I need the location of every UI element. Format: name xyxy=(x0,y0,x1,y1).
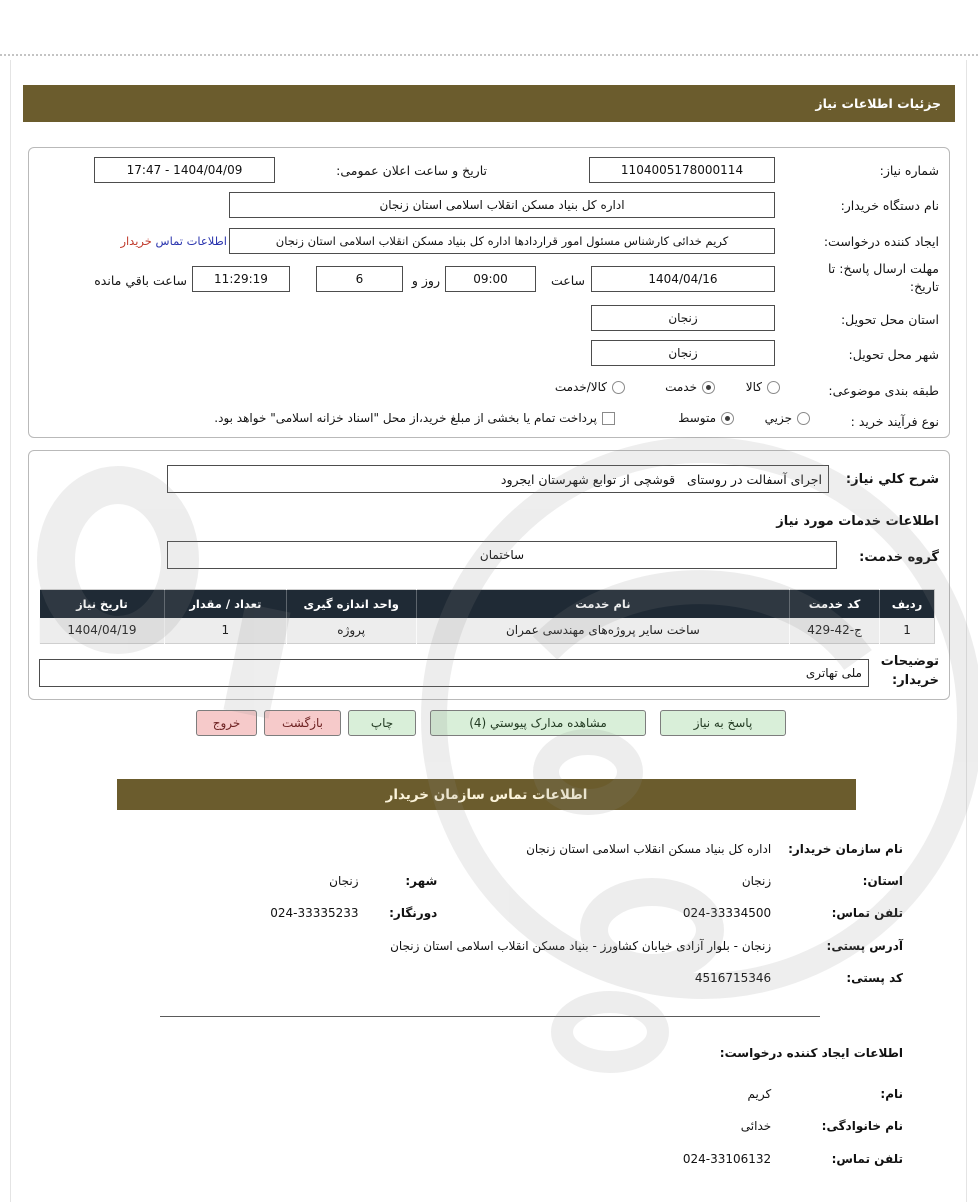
treasury-checkbox-option[interactable] xyxy=(214,411,615,425)
col-quantity: تعداد / مقدار xyxy=(164,590,286,618)
creator-field[interactable]: کریم خدائی کارشناس مسئول امور قراردادها اداره کل بنیاد مسکن انقلاب اسلامی استان زنجان xyxy=(229,228,775,254)
cell-quantity: 1 xyxy=(164,618,286,644)
radio-label: متوسط xyxy=(678,411,716,425)
province-label: استان: xyxy=(862,874,903,888)
category-option-goods[interactable] xyxy=(746,380,780,394)
buyer-notes-label: توضیحات خریدار: xyxy=(880,654,939,688)
announcement-label: تاریخ و ساعت اعلان عمومی: xyxy=(336,163,487,178)
radio-label: خدمت xyxy=(665,380,697,394)
need-number-field[interactable]: 1104005178000114 xyxy=(589,157,775,183)
back-button[interactable]: بازگشت xyxy=(264,710,341,736)
phone-label: تلفن تماس: xyxy=(831,906,903,920)
cell-unit: پروژه xyxy=(286,618,416,644)
section-divider xyxy=(160,1016,820,1017)
address-value: زنجان - بلوار آزادی خیابان کشاورز - بنیاد مسکن انقلاب اسلامی استان زنجان xyxy=(390,939,772,953)
creator-phone-label: تلفن تماس: xyxy=(831,1152,903,1166)
need-description-panel xyxy=(28,450,950,700)
contact-header-bar xyxy=(117,779,856,810)
radio-selected-icon xyxy=(721,412,734,425)
delivery-city-field[interactable]: زنجان xyxy=(591,340,775,366)
fax-value: 024-33335233 xyxy=(270,906,359,920)
cell-service-code: ج-42-429 xyxy=(790,618,880,644)
contact-row-phones xyxy=(270,906,903,920)
print-button[interactable]: چاپ xyxy=(348,710,416,736)
address-label: آدرس پستی: xyxy=(826,939,903,953)
col-service-name: نام خدمت xyxy=(416,590,789,618)
buyer-notes-field[interactable]: ملی تهاتری xyxy=(39,659,869,687)
buyer-org-label: نام دستگاه خریدار: xyxy=(840,198,939,213)
postal-value: 4516715346 xyxy=(694,971,772,985)
col-need-date: تاریخ نیاز xyxy=(40,590,165,618)
table-header-row xyxy=(40,590,935,618)
days-and-label: روز و xyxy=(411,273,440,288)
services-table xyxy=(39,589,935,644)
col-unit: واحد اندازه گیری xyxy=(286,590,416,618)
details-header-title: جزئیات اطلاعات نیاز xyxy=(815,96,941,111)
radio-icon xyxy=(612,381,625,394)
radio-label: کالا/خدمت xyxy=(554,380,607,394)
top-divider xyxy=(0,54,978,56)
table-row xyxy=(40,618,935,644)
delivery-province-field[interactable]: زنجان xyxy=(591,305,775,331)
radio-label: جزيي xyxy=(764,411,792,425)
contact-row-org xyxy=(526,842,903,856)
radio-label: کالا xyxy=(745,380,762,394)
contact-header-title: اطلاعات تماس سازمان خریدار xyxy=(385,786,588,803)
postal-label: کد پستی: xyxy=(846,971,903,985)
contact-row-postal xyxy=(695,971,903,985)
checkbox-icon xyxy=(602,412,615,425)
need-description-field[interactable]: اجرای آسفالت در روستای قوشچی از توابع شهرستان ایجرود xyxy=(167,465,829,493)
treasury-note: پرداخت تمام یا بخشی از مبلغ خرید،از محل "اسناد خزانه اسلامی" خواهد بود. xyxy=(214,411,597,425)
process-option-minor[interactable] xyxy=(765,411,810,425)
creator-label: ایجاد کننده درخواست: xyxy=(823,234,939,249)
deadline-label: مهلت ارسال پاسخ: تا تاریخ: xyxy=(828,261,939,295)
lastname-label: نام خانوادگی: xyxy=(821,1119,903,1133)
cell-row-number: 1 xyxy=(880,618,935,644)
days-remaining-field[interactable]: 6 xyxy=(316,266,403,292)
category-label: طبقه بندی موضوعی: xyxy=(828,383,939,398)
org-label: نام سازمان خریدار: xyxy=(788,842,903,856)
creator-info-heading: اطلاعات ایجاد کننده درخواست: xyxy=(719,1046,903,1060)
buyer-org-field[interactable]: اداره کل بنیاد مسکن انقلاب اسلامی استان زنجان xyxy=(229,192,775,218)
province-value: زنجان xyxy=(741,874,772,888)
creator-phone-value: 024-33106132 xyxy=(682,1152,772,1166)
details-header-bar xyxy=(23,85,955,122)
category-option-goods-service[interactable] xyxy=(555,380,625,394)
service-group-field[interactable]: ساختمان xyxy=(167,541,837,569)
radio-icon xyxy=(797,412,810,425)
lastname-value: خدائی xyxy=(740,1119,772,1133)
city-label: شهر: xyxy=(405,874,438,888)
services-info-heading: اطلاعات خدمات مورد نیاز xyxy=(776,514,939,529)
view-attachments-button[interactable]: مشاهده مدارک پیوستي (4) xyxy=(430,710,646,736)
contact-row-address xyxy=(390,939,903,953)
col-row-number: ردیف xyxy=(880,590,935,618)
org-value: اداره کل بنیاد مسکن انقلاب اسلامی استان زنجان xyxy=(526,842,772,856)
fax-label: دورنگار: xyxy=(389,906,438,920)
contact-row-location xyxy=(329,874,903,888)
buyer-contact-link-text2: خریدار xyxy=(120,234,152,248)
category-option-service[interactable] xyxy=(665,380,715,394)
time-remaining-field[interactable]: 11:29:19 xyxy=(192,266,290,292)
buyer-contact-link[interactable] xyxy=(118,234,229,248)
cell-service-name: ساخت سایر پروژه‌های مهندسی عمران xyxy=(416,618,789,644)
city-value: زنجان xyxy=(329,874,359,888)
creator-row-phone xyxy=(683,1152,903,1166)
process-type-label: نوع فرآیند خرید : xyxy=(850,414,939,429)
delivery-province-label: استان محل تحویل: xyxy=(840,312,939,327)
name-label: نام: xyxy=(880,1087,903,1101)
hours-remaining-label: ساعت باقي مانده xyxy=(94,273,187,288)
deadline-hour-label: ساعت xyxy=(550,273,585,288)
services-table-wrap xyxy=(39,589,935,644)
process-option-medium[interactable] xyxy=(678,411,734,425)
deadline-time-field[interactable]: 09:00 xyxy=(445,266,536,292)
creator-row-name xyxy=(748,1087,904,1101)
respond-button[interactable]: پاسخ به نیاز xyxy=(660,710,786,736)
radio-selected-icon xyxy=(702,381,715,394)
need-details-panel xyxy=(28,147,950,438)
exit-button[interactable]: خروج xyxy=(196,710,257,736)
delivery-city-label: شهر محل تحویل: xyxy=(848,347,939,362)
deadline-date-field[interactable]: 1404/04/16 xyxy=(591,266,775,292)
buyer-contact-link-text: اطلاعات تماس xyxy=(155,234,227,248)
col-service-code: کد خدمت xyxy=(790,590,880,618)
need-number-label: شماره نیاز: xyxy=(879,163,939,178)
service-group-label: گروه خدمت: xyxy=(859,550,939,565)
cell-need-date: 1404/04/19 xyxy=(40,618,165,644)
creator-row-lastname xyxy=(741,1119,903,1133)
announcement-field[interactable]: 17:47 - 1404/04/09 xyxy=(94,157,275,183)
radio-icon xyxy=(767,381,780,394)
phone-value: 024-33334500 xyxy=(682,906,772,920)
need-description-label: شرح كلي نياز: xyxy=(845,472,939,487)
name-value: کریم xyxy=(747,1087,772,1101)
